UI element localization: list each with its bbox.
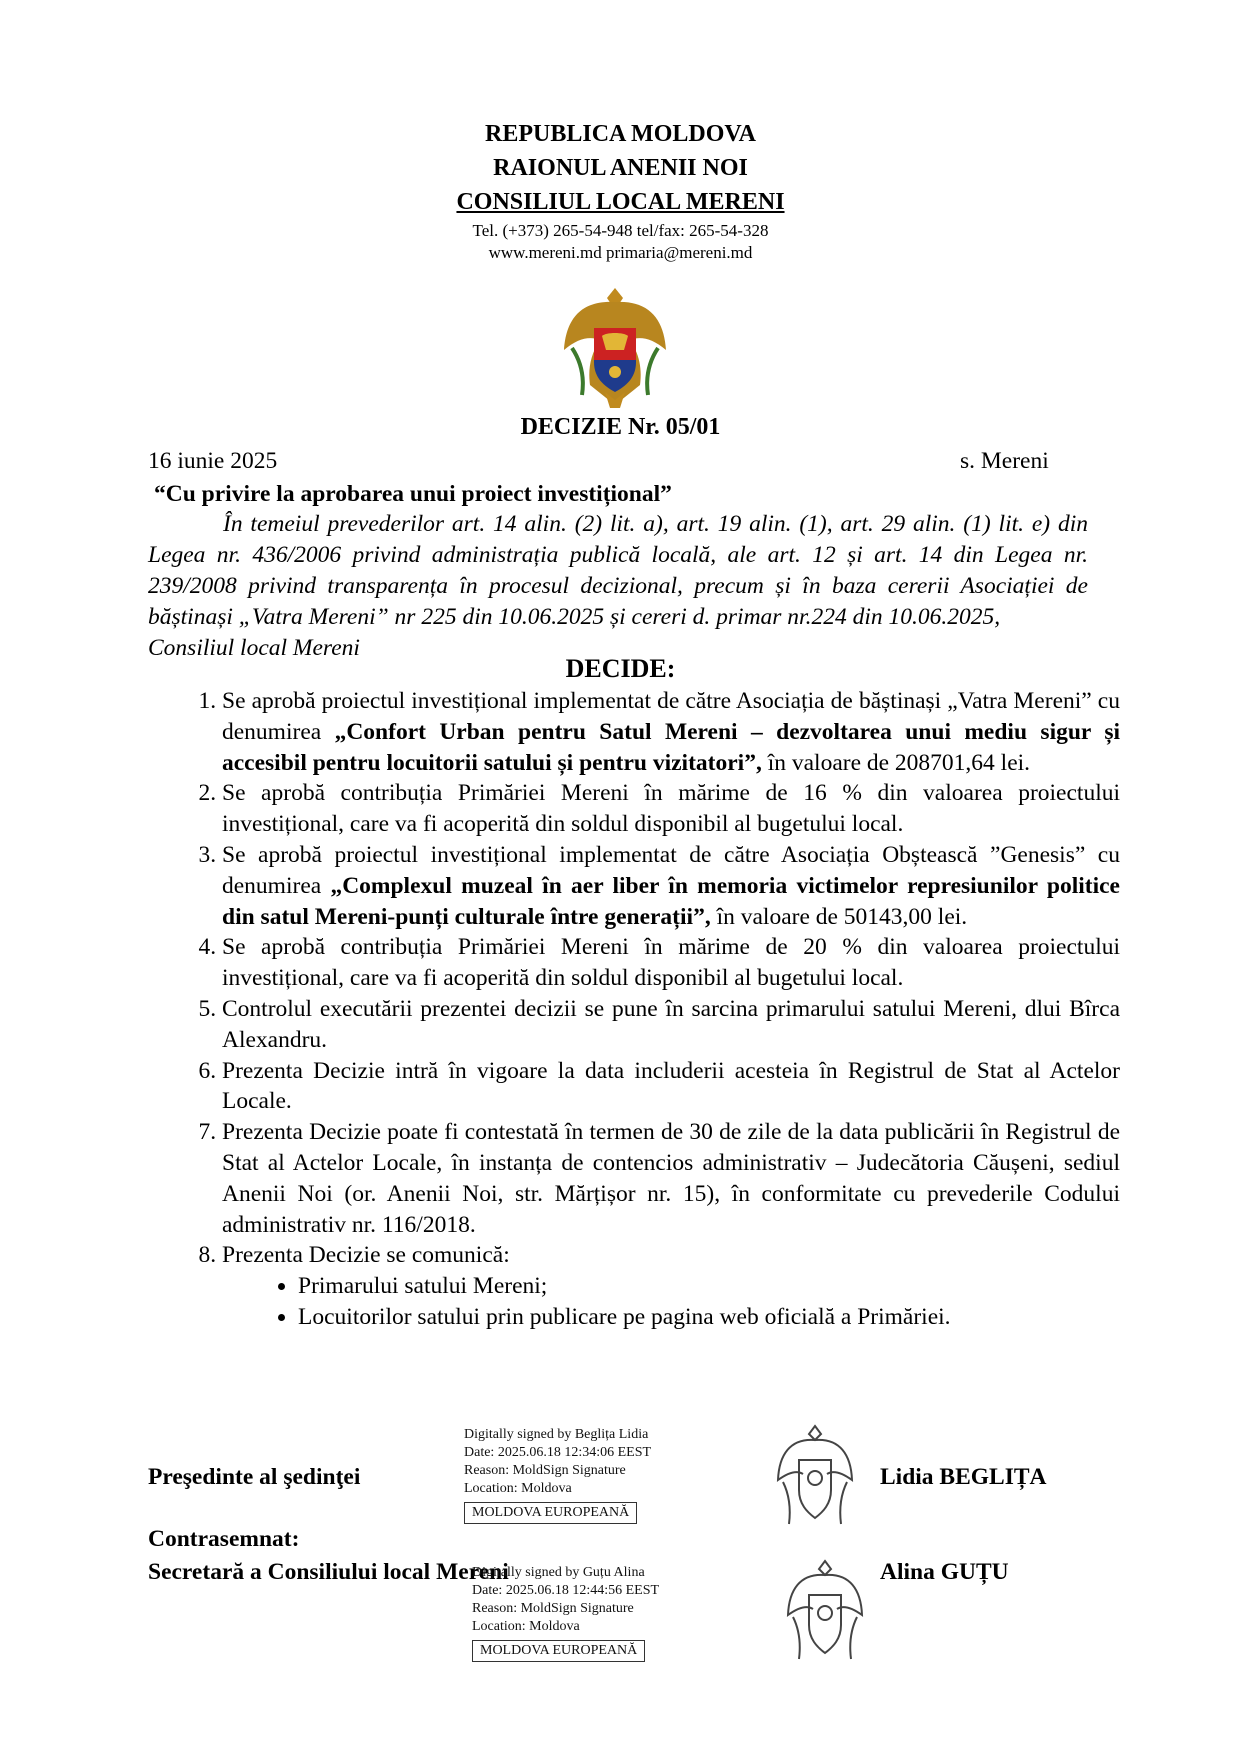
item-3-value: în valoare de 50143,00 lei.	[710, 903, 968, 930]
decision-title: DECIZIE Nr. 05/01	[520, 414, 721, 440]
preamble-end: Consiliul local Mereni	[148, 635, 360, 661]
item-4: 4. Se aprobă contribuția Primăriei Mereni în mărime de 20 % din valoarea proiectului investițional, care va fi acoperită din soldul disponibil al bugetului local.	[222, 932, 1120, 994]
secretary-name: Alina GUȚU	[880, 1559, 1009, 1585]
decision-preamble	[148, 509, 1088, 664]
sig2-reason: Reason: MoldSign Signature	[472, 1601, 634, 1616]
header-phone: Tel. (+373) 265-54-948 tel/fax: 265-54-328	[472, 221, 769, 240]
president-role: Preşedinte al şedinţei	[148, 1464, 361, 1490]
secretary-role: Secretară a Consiliului local Mereni	[148, 1559, 509, 1585]
sig2-date: Date: 2025.06.18 12:44:56 EEST	[472, 1583, 660, 1598]
signature-seal-icon-1	[775, 1420, 855, 1530]
digital-signature-2	[472, 1564, 659, 1662]
sig1-location: Location: Moldova	[464, 1481, 572, 1496]
signature-seal-icon-2	[785, 1555, 865, 1665]
item-7: 7. Prezenta Decizie poate fi contestată în termen de 30 de zile de la data publicării în Registrul de Stat al Actelor Locale, în instanța de contencios administrativ – Judecătoria Căușeni, sediul Anenii Noi (or. Anenii Noi, str. Mărțișor nr. 15), în conformitate cu prevederile Codului administrativ nr. 116/2018.	[222, 1117, 1120, 1240]
item-1-project-name: „Confort Urban pentru Satul Mereni – dezvoltarea unui mediu sigur și accesibil pentru locuitorii satului și pentru vizitatori”,	[222, 718, 1120, 776]
item-8-text: Prezenta Decizie se comunică:	[222, 1242, 510, 1269]
sig2-signed-by: Digitally signed by Guțu Alina	[472, 1565, 645, 1580]
item-1	[222, 686, 1120, 778]
item-3-project-name: „Complexul muzeal în aer liber în memoria victimelor represiunilor politice din satul Mereni-punți culturale între generații”,	[222, 872, 1120, 930]
item-2: 2. Se aprobă contribuția Primăriei Mereni în mărime de 16 % din valoarea proiectului investițional, care va fi acoperită din soldul disponibil al bugetului local.	[222, 778, 1120, 840]
header-council	[0, 186, 1241, 218]
coat-of-arms-icon	[560, 280, 670, 410]
decision-place: s. Mereni	[960, 448, 1049, 474]
sig1-signed-by: Digitally signed by Beglița Lidia	[464, 1427, 649, 1442]
communication-item-1: • Primarului satului Mereni;	[298, 1271, 1120, 1302]
sig1-badge: MOLDOVA EUROPEANĂ	[464, 1502, 637, 1524]
sig1-date: Date: 2025.06.18 12:34:06 EEST	[464, 1445, 652, 1460]
item-3	[222, 840, 1120, 932]
sig2-badge: MOLDOVA EUROPEANĂ	[472, 1640, 645, 1662]
countersigned-label: Contrasemnat:	[148, 1526, 300, 1552]
item-6: 6. Prezenta Decizie intră în vigoare la data includerii acesteia în Registrul de Stat al Actelor Locale.	[222, 1056, 1120, 1118]
item-5: 5. Controlul executării prezentei decizii se pune în sarcina primarului satului Mereni, dlui Bîrca Alexandru.	[222, 994, 1120, 1056]
sig1-reason: Reason: MoldSign Signature	[464, 1463, 626, 1478]
communication-list	[222, 1271, 1120, 1333]
header-district: RAIONUL ANENII NOI	[493, 155, 748, 181]
decision-subject: “Cu privire la aprobarea unui proiect investițional”	[154, 481, 672, 507]
header-country: REPUBLICA MOLDOVA	[485, 121, 756, 147]
digital-signature-1	[464, 1426, 651, 1524]
item-8	[222, 1240, 1120, 1332]
header-council-text: CONSILIUL LOCAL MERENI	[456, 189, 785, 215]
preamble-text: În temeiul prevederilor art. 14 alin. (2) lit. a), art. 19 alin. (1), art. 29 alin. (1) lit. e) din Legea nr. 436/2006 privind administrația publică locală, ale art. 12 și art. 14 din Legea nr. 239/2008 privind transparența în procesul decizional, precum și în baza cererii Asociației de băștinași „Vatra Mereni” nr 225 din 10.06.2025 și cereri d. primar nr.224 din 10.06.2025,	[148, 511, 1088, 630]
decision-items	[176, 686, 1120, 1333]
decide-heading: DECIDE:	[565, 654, 676, 683]
item-3-text: Se aprobă proiectul investițional implementat de către Asociația Obștească ”Genesis” cu denumirea	[222, 841, 1120, 899]
communication-item-2: • Locuitorilor satului prin publicare pe pagina web oficială a Primăriei.	[298, 1302, 1120, 1333]
item-1-text: Se aprobă proiectul investițional implementat de către Asociația de băștinași „Vatra Mereni” cu denumirea	[222, 688, 1120, 745]
decision-date: 16 iunie 2025	[148, 448, 278, 474]
sig2-location: Location: Moldova	[472, 1619, 580, 1634]
item-1-value: în valoare de 208701,64 lei.	[761, 749, 1031, 776]
header-web-email: www.mereni.md primaria@mereni.md	[488, 243, 753, 262]
president-name: Lidia BEGLIȚA	[880, 1464, 1047, 1490]
